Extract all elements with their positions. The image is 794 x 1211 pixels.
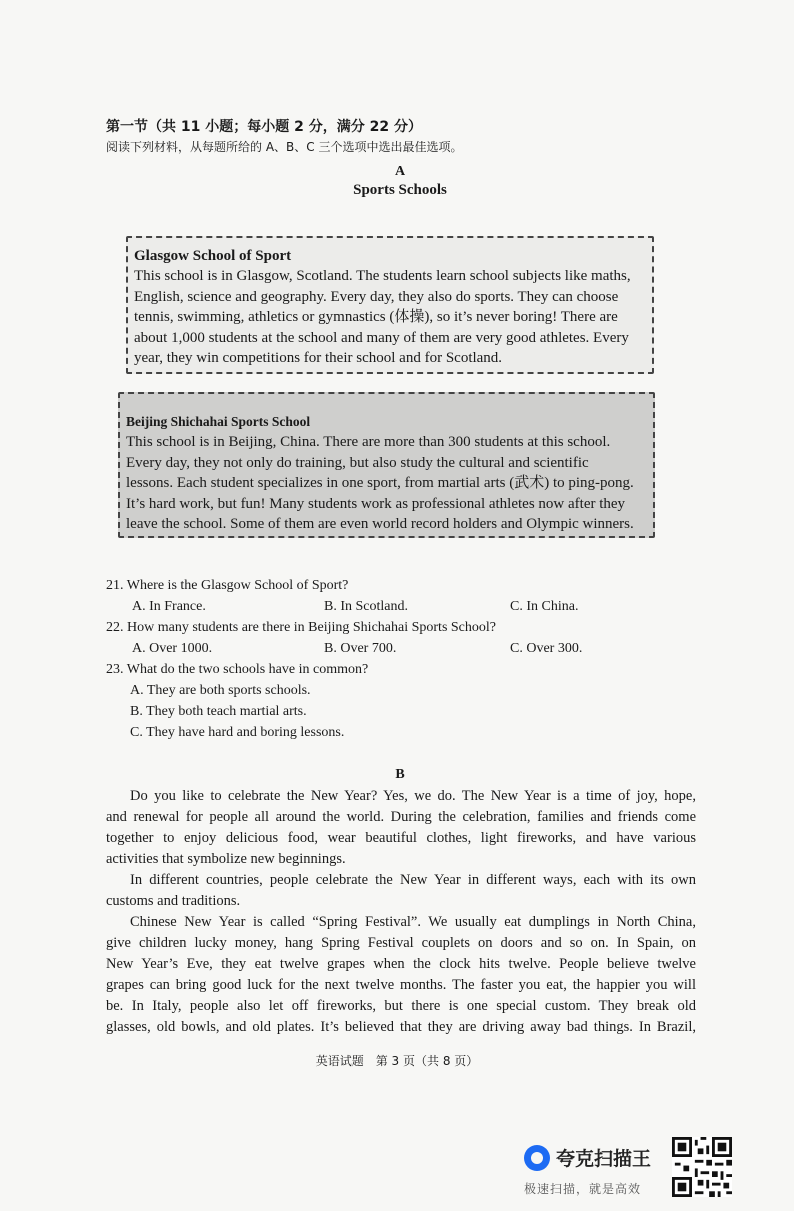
paragraph-line: grapes can bring good luck for the next twelve months. The faster you eat, the happier you will — [106, 977, 696, 993]
paragraph-line: customs and traditions. — [106, 893, 241, 909]
option-23-c[interactable]: C. They have hard and boring lessons. — [130, 725, 345, 740]
option-21-b[interactable]: B. In Scotland. — [324, 599, 408, 614]
scanner-logo-icon — [524, 1145, 550, 1171]
scanner-slogan: 极速扫描，就是高效 — [524, 1182, 642, 1196]
paragraph-line: New Year’s Eve, they eat twelve grapes when the clock hits twelve. People believe twelve — [106, 956, 696, 972]
paragraph-line: Do you like to celebrate the New Year? Yes, we do. The New Year is a time of joy, hope, — [130, 788, 696, 804]
beijing-school-box — [118, 392, 655, 538]
glasgow-school-box — [126, 236, 654, 374]
box-text-line: leave the school. Some of them are even world record holders and Olympic winners. — [126, 516, 634, 532]
paragraph-line: and renewal for people all around the world. During the celebration, families and friends come — [106, 809, 696, 825]
scanner-brand — [524, 1144, 651, 1171]
section-instruction: 阅读下列材料，从每题所给的 A、B、C 三个选项中选出最佳选项。 — [106, 140, 463, 154]
part-a-title: Sports Schools — [353, 182, 447, 198]
paragraph-line: be. In Italy, people also let off fireworks, but there is one special custom. They break old — [106, 998, 696, 1014]
paragraph-line: glasses, old bowls, and old plates. It’s believed that they are driving away bad things. In Brazil, — [106, 1019, 696, 1035]
option-21-a[interactable]: A. In France. — [132, 599, 206, 614]
box-text-line: Every day, they not only do training, but also study the cultural and scientific — [126, 454, 589, 471]
option-23-b[interactable]: B. They both teach martial arts. — [130, 704, 307, 719]
paragraph-line: In different countries, people celebrate the New Year in different ways, each with its own — [130, 872, 696, 888]
box-title: Glasgow School of Sport — [134, 248, 292, 264]
box-text-line: tennis, swimming, athletics or gymnastics (体操), so it’s never boring! There are — [134, 309, 618, 325]
qr-code-icon — [672, 1137, 732, 1197]
scanner-brand-name: 夸克扫描王 — [556, 1148, 652, 1170]
option-23-a[interactable]: A. They are both sports schools. — [130, 683, 311, 698]
paragraph-line: Chinese New Year is called “Spring Festival”. We usually eat dumplings in North China, — [130, 914, 696, 930]
question-21: 21. Where is the Glasgow School of Sport? — [106, 578, 349, 593]
paragraph-line: activities that symbolize new beginnings. — [106, 851, 346, 867]
box-text-line: This school is in Glasgow, Scotland. The students learn school subjects like maths, — [134, 268, 631, 284]
page-footer: 英语试题 第 3 页（共 8 页） — [315, 1054, 479, 1068]
option-22-b[interactable]: B. Over 700. — [324, 641, 397, 656]
part-b-letter: B — [395, 767, 405, 782]
box-text-line: English, science and geography. Every day, they also do sports. They can choose — [134, 288, 619, 305]
question-23: 23. What do the two schools have in common? — [106, 662, 369, 677]
paragraph-1 — [106, 786, 696, 870]
box-title: Beijing Shichahai Sports School — [126, 414, 311, 429]
box-text-line: This school is in Beijing, China. There are more than 300 students at this school. — [126, 434, 611, 450]
option-22-c[interactable]: C. Over 300. — [510, 641, 583, 656]
question-22: 22. How many students are there in Beijing Shichahai Sports School? — [106, 620, 496, 635]
paragraph-3 — [106, 912, 696, 1038]
paragraph-line: together to enjoy delicious food, wear beautiful clothes, light fireworks, and have various — [106, 830, 696, 846]
section-heading: 第一节（共 11 小题；每小题 2 分，满分 22 分） — [106, 119, 422, 135]
option-21-c[interactable]: C. In China. — [510, 599, 579, 614]
paragraph-2 — [106, 870, 696, 912]
paragraph-line: give children lucky money, hang Spring Festival couplets on doors and so on. In Spain, on — [106, 935, 696, 951]
box-text-line: year, they win competitions for their school and for Scotland. — [134, 350, 503, 366]
option-22-a[interactable]: A. Over 1000. — [132, 641, 213, 656]
box-text-line: lessons. Each student specializes in one sport, from martial arts (武术) to ping-pong. — [126, 475, 634, 491]
part-a-letter: A — [394, 164, 406, 179]
box-text-line: It’s hard work, but fun! Many students work as professional athletes now after they — [126, 495, 626, 512]
box-text-line: about 1,000 students at the school and many of them are very good athletes. Every — [134, 329, 629, 346]
